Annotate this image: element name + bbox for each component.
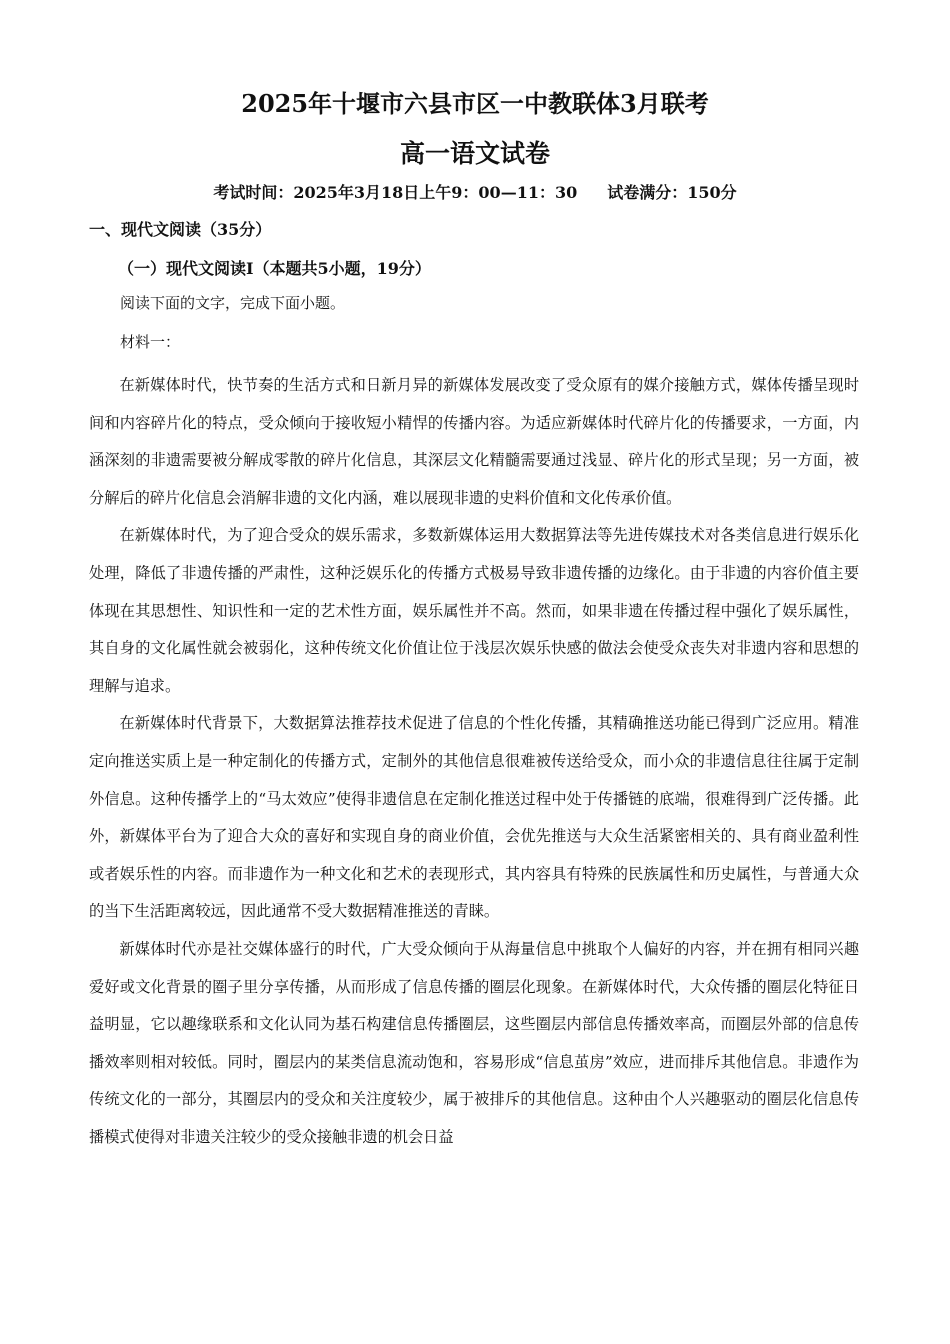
subsection-heading: （一）现代文阅读Ⅰ（本题共5小题，19分） (118, 259, 431, 278)
exam-meta (0, 180, 950, 203)
exam-time: 考试时间：2025年3月18日上午9：00—11：30 (213, 183, 578, 202)
reading-passage (89, 367, 859, 1156)
passage-paragraph: 在新媒体时代，为了迎合受众的娱乐需求，多数新媒体运用大数据算法等先进传媒技术对各类信息进行娱乐化处理，降低了非遗传播的严肃性，这种泛娱乐化的传播方式极易导致非遗传播的边缘化。由于非遗的内容价值主要体现在其思想性、知识性和一定的艺术性方面，娱乐属性并不高。然而，如果非遗在传播过程中强化了娱乐属性，其自身的文化属性就会被弱化，这种传统文化价值让位于浅层次娱乐快感的做法会使受众丧失对非遗内容和思想的理解与追求。 (89, 526, 859, 695)
reading-instruction: 阅读下面的文字，完成下面小题。 (120, 294, 346, 312)
material-label: 材料一： (120, 333, 181, 351)
passage-paragraph: 在新媒体时代背景下，大数据算法推荐技术促进了信息的个性化传播，其精确推送功能已得到广泛应用。精准定向推送实质上是一种定制化的传播方式，定制外的其他信息很难被传送给受众，而小众的非遗信息往往属于定制外信息。这种传播学上的“马太效应”使得非遗信息在定制化推送过程中处于传播链的底端，很难得到广泛传播。此外，新媒体平台为了迎合大众的喜好和实现自身的商业价值，会优先推送与大众生活紧密相关的、具有商业盈利性或者娱乐性的内容。而非遗作为一种文化和艺术的表现形式，其内容具有特殊的民族属性和历史属性，与普通大众的当下生活距离较远，因此通常不受大数据精准推送的青睐。 (89, 714, 859, 921)
passage-paragraph: 在新媒体时代，快节奏的生活方式和日新月异的新媒体发展改变了受众原有的媒介接触方式，媒体传播呈现时间和内容碎片化的特点，受众倾向于接收短小精悍的传播内容。为适应新媒体时代碎片化的传播要求，一方面，内涵深刻的非遗需要被分解成零散的碎片化信息，其深层文化精髓需要通过浅显、碎片化的形式呈现；另一方面，被分解后的碎片化信息会消解非遗的文化内涵，难以展现非遗的史料价值和文化传承价值。 (89, 376, 859, 507)
section-heading: 一、现代文阅读（35分） (89, 220, 272, 239)
exam-title: 2025年十堰市六县市区一中教联体3月联考 (241, 89, 709, 118)
exam-subtitle: 高一语文试卷 (399, 139, 550, 168)
passage-paragraph: 新媒体时代亦是社交媒体盛行的时代，广大受众倾向于从海量信息中挑取个人偏好的内容，并在拥有相同兴趣爱好或文化背景的圈子里分享传播，从而形成了信息传播的圈层化现象。在新媒体时代，大众传播的圈层化特征日益明显，它以趣缘联系和文化认同为基石构建信息传播圈层，这些圈层内部信息传播效率高，而圈层外部的信息传播效率则相对较低。同时，圈层内的某类信息流动饱和，容易形成“信息茧房”效应，进而排斥其他信息。非遗作为传统文化的一部分，其圈层内的受众和关注度较少，属于被排斥的其他信息。这种由个人兴趣驱动的圈层化信息传播模式使得对非遗关注较少的受众接触非遗的机会日益 (89, 939, 859, 1146)
full-score: 试卷满分：150分 (607, 183, 737, 202)
